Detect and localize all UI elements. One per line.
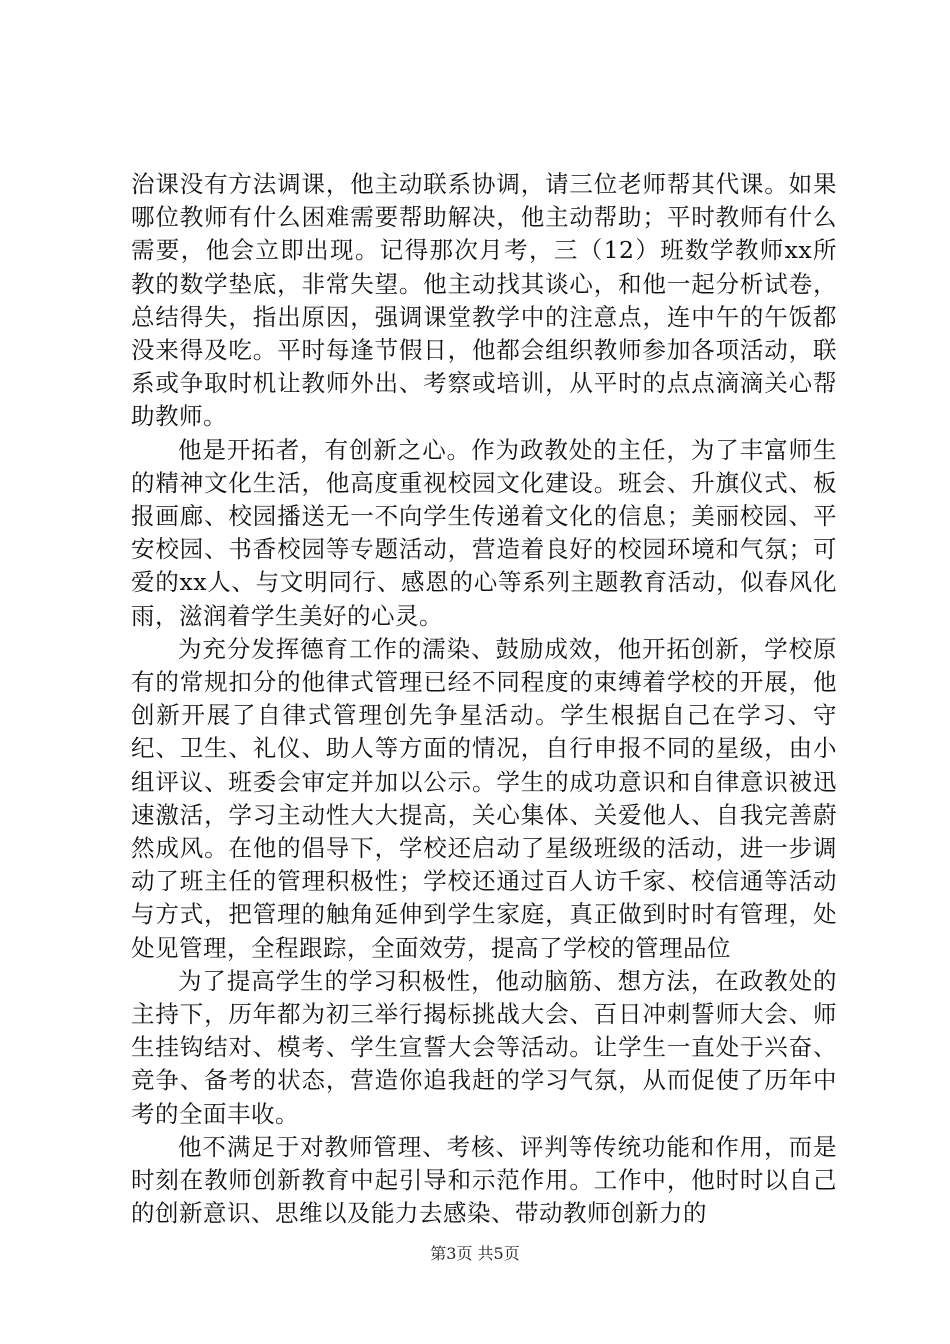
paragraph-1: 治课没有方法调课，他主动联系协调，请三位老师帮其代课。如果哪位教师有什么困难需要帮助解决，他主动帮助；平时教师有什么需要，他会立即出现。记得那次月考，三（12）班数学教师xx所教的数学垫底，非常失望。他主动找其谈心，和他一起分析试卷，总结得失，指出原因，强调课堂教学中的注意点，连中午的午饭都没来得及吃。平时每逢节假日，他都会组织教师参加各项活动，联系或争取时机让教师外出、考察或培训，从平时的点点滴滴关心帮助教师。 (131, 170, 837, 431)
paragraph-2: 他是开拓者，有创新之心。作为政教处的主任，为了丰富师生的精神文化生活，他高度重视校园文化建设。班会、升旗仪式、板报画廊、校园播送无一不向学生传递着文化的信息；美丽校园、平安校园、书香校园等专题活动，营造着良好的校园环境和气氛；可爱的xx人、与文明同行、感恩的心等系列主题教育活动，似春风化雨，滋润着学生美好的心灵。 (131, 435, 837, 630)
paragraph-5: 他不满足于对教师管理、考核、评判等传统功能和作用，而是时刻在教师创新教育中起引导和示范作用。工作中，他时时以自己的创新意识、思维以及能力去感染、带动教师创新力的 (131, 1132, 837, 1228)
document-body (131, 168, 837, 1231)
page-footer (0, 1244, 950, 1264)
paragraph-3: 为充分发挥德育工作的濡染、鼓励成效，他开拓创新，学校原有的常规扣分的他律式管理已经不同程度的束缚着学校的开展，他创新开展了自律式管理创先争星活动。学生根据自己在学习、守纪、卫生、礼仪、助人等方面的情况，自行申报不同的星级，由小组评议、班委会审定并加以公示。学生的成功意识和自律意识被迅速激活，学习主动性大大提高，关心集体、关爱他人、自我完善蔚然成风。在他的倡导下，学校还启动了星级班级的活动，进一步调动了班主任的管理积极性；学校还通过百人访千家、校信通等活动与方式，把管理的触角延伸到学生家庭，真正做到时时有管理，处处见管理，全程跟踪，全面效劳，提高了学校的管理品位 (131, 634, 837, 962)
paragraph-4: 为了提高学生的学习积极性，他动脑筋、想方法，在政教处的主持下，历年都为初三举行揭标挑战大会、百日冲刺誓师大会、师生挂钩结对、模考、学生宣誓大会等活动。让学生一直处于兴奋、竞争、备考的状态，营造你追我赶的学习气氛，从而促使了历年中考的全面丰收。 (131, 966, 837, 1128)
page-number-label: 第3页 共5页 (430, 1244, 520, 1263)
